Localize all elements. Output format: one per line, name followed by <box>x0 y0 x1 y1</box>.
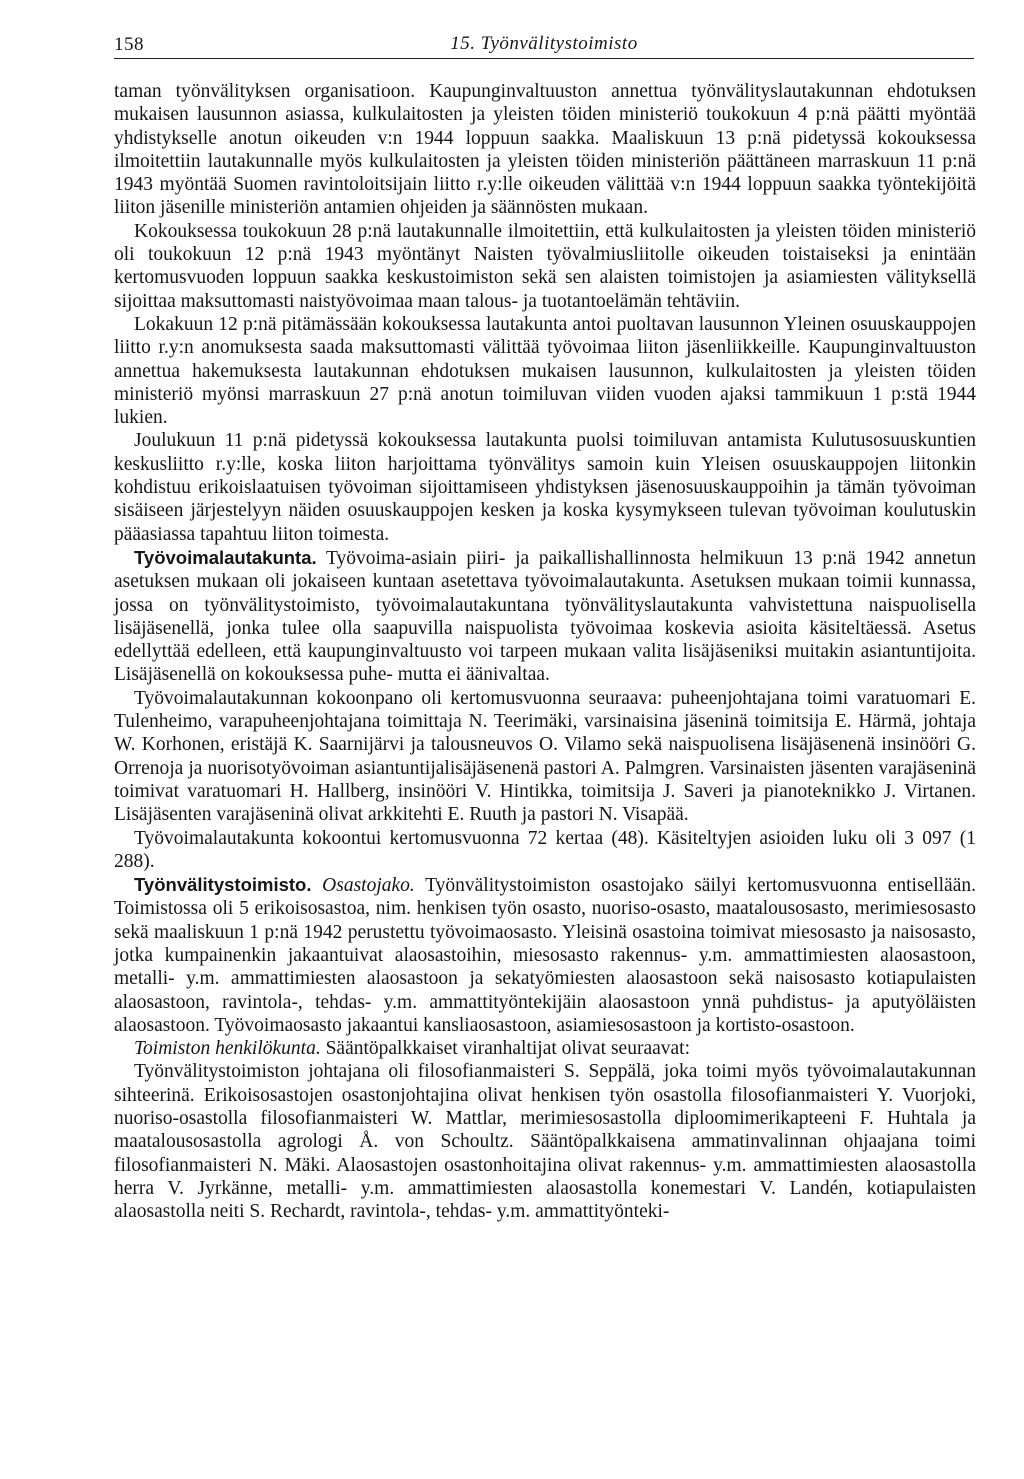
paragraph: Joulukuun 11 p:nä pidetyssä kokouksessa lautakunta puolsi toimiluvan antamista Kulutusosuuskuntien keskusliitto r.y:lle, koska liiton harjoittama työnvälitys samoin kuin Yleisen osuuskauppojen liitonkin kohdistuu erikoislaatuisen työvoiman sijoittamiseen yhdistyksen jäsenosuuskauppoihin ja tämän työvoiman sisäiseen järjestelyyn näiden osuuskauppojen kesken ja koska kysymykseen tulevan työvoiman koulutuskin pääasiassa tapahtuu liiton toimesta. <box>114 430 976 545</box>
paragraph <box>114 546 976 687</box>
paragraph: Työvoimalautakunta kokoontui kertomusvuonna 72 kertaa (48). Käsiteltyjen asioiden luku oli 3 097 (1 288). <box>114 827 976 872</box>
paragraph: Työnvälitystoimiston johtajana oli filosofianmaisteri S. Seppälä, joka toimi myös työvoimalautakunnan sihteerinä. Erikoisosastojen osastonjohtajina olivat henkisen työn osastolla filosofianmaisteri Y. Vuorjoki, nuoriso-osastolla filosofianmaisteri W. Mattlar, merimiesosastolla diploomimerikapteeni F. Huhtala ja maatalousosastolla agrologi Å. von Schoultz. Sääntöpalkkaisena ammatinvalinnan ohjaajana toimi filosofianmaisteri N. Mäki. Alaosastojen osastonhoitajina olivat rakennus- y.m. ammattimiesten alaosastolla herra V. Jyrkänne, metalli- y.m. ammattimiesten alaosastolla konemestari V. Landén, kotiapulaisten alaosastolla neiti S. Rechardt, ravintola-, tehdas- y.m. ammattityönteki- <box>114 1061 976 1223</box>
paragraph <box>114 873 976 1037</box>
running-head: 15. Työnvälitystoimisto <box>450 33 638 54</box>
paragraph: Lokakuun 12 p:nä pitämässään kokouksessa lautakunta antoi puoltavan lausunnon Yleinen osuuskauppojen liitto r.y:n anomuksesta saada maksuttomasti välittää työvoimaa liiton jäsenliikkeille. Kaupunginvaltuuston annettua hakemuksesta lautakunnan ehdotuksen mukaisen lausunnon, kulkulaitosten ja yleisten töiden ministeriö myönsi marraskuun 27 p:nä anotun toimiluvan viiden vuoden ajaksi tammikuun 1 p:stä 1944 lukien. <box>114 313 976 429</box>
paragraph-text: Sääntöpalkkaiset viranhaltijat olivat seuraavat: <box>320 1038 690 1060</box>
paragraph-text: Työnvälitystoimiston osastojako säilyi kertomusvuonna entisellään. Toimistossa oli 5 erikoisosastoa, nim. henkisen työn osasto, nuoriso-osasto, maatalousosasto, merimiesosasto sekä maaliskuun 1 p:nä 1942 perustettu työvoimaosasto. Yleisinä osastoina toimivat miesosasto ja naisosasto, jotka kumpainenkin jakaantuivat alaosastoihin, miesosasto rakennus- y.m. ammattimiesten alaosastoon, metalli- y.m. ammattimiesten alaosastoon ja sekatyömiesten alaosastoon sekä naisosasto kotiapulaisten alaosastoon, ravintola-, tehdas- y.m. ammattityöntekijäin alaosastoon ynnä puhdistus- ja aputyöläisten alaosastoon. Työvoimaosasto jakaantui kansliaosastoon, asiamiesosastoon ja kortisto-osastoon. <box>114 875 976 1036</box>
section-heading: Työvoimalautakunta. <box>134 546 317 568</box>
page-number: 158 <box>114 34 144 55</box>
page-header <box>114 28 974 59</box>
paragraph: taman työnvälityksen organisatioon. Kaupunginvaltuuston annettua työnvälityslautakunnan ehdotuksen mukaisen lausunnon asiassa, kulkulaitosten ja yleisten töiden ministeriö toukokuun 4 p:nä päätti myöntää yhdistykselle anotun oikeuden v:n 1944 loppuun saakka. Maaliskuun 13 p:nä pidetyssä kokouksessa ilmoitettiin lautakunnalle myös kulkulaitosten ja yleisten töiden ministeriön päättäneen marraskuun 11 p:nä 1943 myöntää Suomen ravintoloitsijain liitto r.y:lle oikeuden välittää v:n 1944 loppuun saakka työntekijöitä liiton jäsenille ministeriön antamien ohjeiden ja säännösten mukaan. <box>114 81 976 219</box>
paragraph-text: Työvoima-asiain piiri- ja paikallishallinnosta helmikuun 13 p:nä 1942 annetun asetuksen mukaan oli jokaiseen kuntaan asetettava työvoimalautakunta. Asetuksen mukaan toimii kunnassa, jossa on työnvälitystoimisto, työvoimalautakuntana työnvälityslautakunta vahvistettuna naispuolisella lisäjäsenellä, jonka tulee olla saapuvilla naispuolista työvoimaa koskevia asioita käsiteltäessä. Asetus edellyttää edelleen, että kaupunginvaltuusto voi tarpeen mukaan valita lisäjäseniksi muitakin asiantuntijoita. Lisäjäsenellä on kokouksessa puhe- mutta ei äänivaltaa. <box>114 547 976 686</box>
paragraph: Kokouksessa toukokuun 28 p:nä lautakunnalle ilmoitettiin, että kulkulaitosten ja yleisten töiden ministeriö oli toukokuun 12 p:nä 1943 myöntänyt Naisten työvalmiusliitolle oikeuden toistaiseksi ja enintään kertomusvuoden loppuun saakka keskustoimiston sekä sen alaisten toimistojen ja asiamiesten välityksellä sijoittaa maksuttomasti naistyövoimaa maan talous- ja tuotantoelämän tehtäviin. <box>114 220 976 312</box>
subsection-heading: Osastojako. <box>322 875 415 897</box>
section-heading: Työnvälitystoimisto. <box>134 874 312 896</box>
paragraph <box>114 1037 976 1060</box>
paragraph: Työvoimalautakunnan kokoonpano oli kertomusvuonna seuraava: puheenjohtajana toimi varatuomari E. Tulenheimo, varapuheenjohtajana toimittaja N. Teerimäki, varsinaisina jäseninä toimitsija E. Härmä, johtaja W. Korhonen, eristäjä K. Saarnijärvi ja talousneuvos O. Vilamo sekä naispuolisena lisäjäsenenä insinööri G. Orrenoja ja nuorisotyövoiman asiantuntijalisäjäsenenä pastori A. Palmgren. Varsinaisten jäsenten varajäseninä toimivat varatuomari H. Hallberg, insinööri V. Hintikka, toimitsija J. Saveri ja pianoteknikko J. Virtanen. Lisäjäsenten varajäseninä olivat arkkitehti E. Ruuth ja pastori N. Visapää. <box>114 687 976 826</box>
subsection-heading: Toimiston henkilökunta. <box>134 1038 321 1060</box>
body-text <box>114 80 976 1224</box>
